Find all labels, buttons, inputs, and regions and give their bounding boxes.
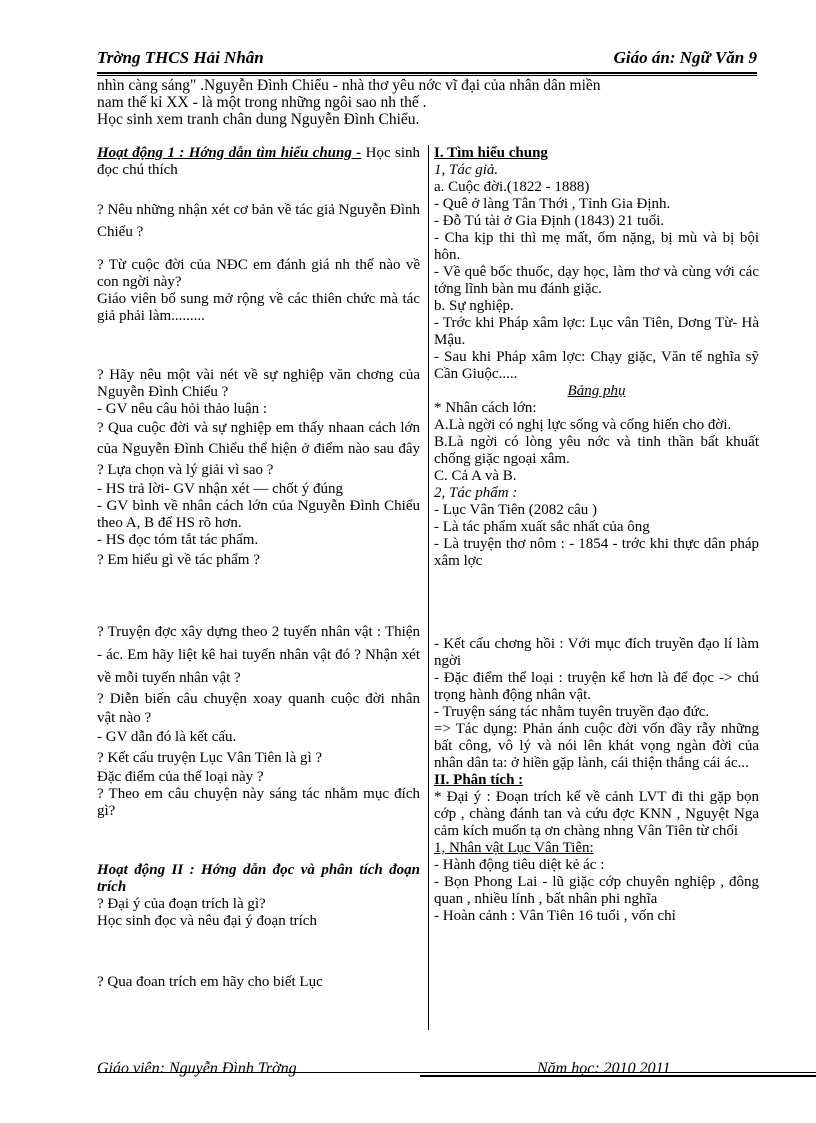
content-line: - Trớc khi Pháp xâm lợc: Lục vân Tiên, Dơng Từ- Hà Mậu. bbox=[434, 315, 759, 348]
question: ? Đại ý của đoạn trích là gì? bbox=[97, 896, 266, 912]
header-rule bbox=[97, 72, 757, 74]
content-line: A.Là ngời có nghị lực sống và cống hiến cho đời. bbox=[434, 417, 732, 433]
content-line: - Đặc điểm thể loại : truyện kể hơn là để đọc -> chú trọng hành động nhân vật. bbox=[434, 670, 759, 703]
content-line: C. Cả A và B. bbox=[434, 468, 517, 484]
subject-title: Giáo án: Ngữ Văn 9 bbox=[613, 48, 757, 67]
content-line: - Cha kịp thi thì mẹ mất, ốm nặng, bị mù và bị bội hôn. bbox=[434, 230, 759, 263]
intro-line: nam thế kỉ XX - là một trong những ngôi sao nh thế . bbox=[97, 94, 427, 111]
note: - HS đọc tóm tắt tác phẩm. bbox=[97, 532, 259, 548]
note: - GV nêu câu hỏi thảo luận : bbox=[97, 401, 268, 417]
content-line: - Về quê bốc thuốc, dạy học, làm thơ và cùng với các tớng lĩnh bàn mu đánh giặc. bbox=[434, 264, 759, 297]
content-line: - Là tác phẩm xuất sắc nhất của ông bbox=[434, 519, 650, 535]
question: ? Từ cuộc đời của NĐC em đánh giá nh thế nào về con ngời này? bbox=[97, 257, 420, 290]
question: ? Qua cuộc đời và sự nghiệp em thấy nhaan cách lớn của Nguyễn Đình Chiểu thể hiện ở điểm nào sau đây ? Lựa chọn và lý giải vì sao ? bbox=[97, 420, 420, 478]
note: - GV bình về nhân cách lớn của Nguyễn Đình Chiểu theo A, B để HS rõ hơn. bbox=[97, 498, 420, 531]
note: Học sinh đọc và nêu đại ý đoạn trích bbox=[97, 913, 317, 929]
intro-paragraph bbox=[97, 77, 757, 128]
content-line: - Là truyện thơ nôm : - 1854 - trớc khi thực dân pháp xâm lợc bbox=[434, 536, 759, 569]
intro-line: Học sinh xem tranh chân dung Nguyễn Đình Chiểu. bbox=[97, 111, 420, 128]
page-footer bbox=[97, 1060, 717, 1080]
question: ? Em hiểu gì về tác phẩm ? bbox=[97, 552, 260, 568]
page-header bbox=[97, 48, 757, 72]
content-line: - Hoàn cảnh : Vân Tiên 16 tuổi , vốn chỉ bbox=[434, 908, 676, 924]
content-line: - Truyện sáng tác nhằm tuyên truyền đạo đức. bbox=[434, 704, 710, 720]
header-rule-thin bbox=[97, 75, 757, 76]
question: ? Kết cấu truyện Lục Vân Tiên là gì ? bbox=[97, 750, 323, 766]
content-line: - Lục Vân Tiên (2082 câu ) bbox=[434, 502, 598, 518]
question: Đặc điểm của thể loại này ? bbox=[97, 769, 264, 785]
note: Giáo viên bổ sung mở rộng về các thiên chức mà tác giả phải làm......... bbox=[97, 291, 420, 324]
activity-1-heading: Hoạt động 1 : Hớng dẫn tìm hiểu chung - Học sinh đọc chú thích bbox=[97, 145, 420, 178]
teacher-name: Giáo viên: Nguyễn Đình Trờng bbox=[97, 1060, 297, 1077]
content-line: B.Là ngời có lòng yêu nớc và tinh thần bất khuất chống giặc ngoại xâm. bbox=[434, 434, 759, 467]
question: ? Theo em câu chuyện này sáng tác nhằm mục đích gì? bbox=[97, 786, 420, 819]
intro-line: nhìn càng sáng" .Nguyễn Đình Chiểu - nhà thơ yêu nớc vĩ đại của nhân dân miền bbox=[97, 77, 601, 94]
school-name: Trờng THCS Hải Nhân bbox=[97, 48, 264, 67]
content-line: - Quê ở làng Tân Thới , Tỉnh Gia Định. bbox=[434, 196, 671, 212]
note: - HS trả lời- GV nhận xét — chốt ý đúng bbox=[97, 481, 343, 497]
content-line: a. Cuộc đời.(1822 - 1888) bbox=[434, 179, 590, 195]
question: ? Qua đoan trích em hãy cho biết Lục bbox=[97, 974, 323, 990]
question: ? Truyện đợc xây dựng theo 2 tuyến nhân vật : Thiện - ác. Em hãy liệt kê hai tuyến nhân vật đó ? Nhận xét về mỗi tuyến nhân vật ? bbox=[97, 624, 420, 686]
footer-rule bbox=[97, 1072, 816, 1073]
question: ? Nêu những nhận xét cơ bản về tác giả Nguyễn Đình Chiểu ? bbox=[97, 202, 420, 240]
column-divider bbox=[428, 145, 429, 1030]
content-line: * Đại ý : Đoạn trích kể về cảnh LVT đi thi gặp bọn cớp , chàng đánh tan và cứu đợc KNN , Nguyệt Nga cảm kích muốn tạ ơn chàng nhng Vân Tiên từ chối bbox=[434, 789, 759, 839]
content-line: - Hành động tiêu diệt kẻ ác : bbox=[434, 857, 605, 873]
subsection-heading: 1, Tác giả. bbox=[434, 162, 499, 178]
content-column bbox=[434, 145, 759, 925]
board-label: Bảng phụ bbox=[567, 383, 626, 399]
subsection-heading: 1, Nhân vật Lục Vân Tiên: bbox=[434, 840, 594, 856]
content-line: - Bọn Phong Lai - lũ giặc cớp chuyên nghiệp , đông quan , nhiều lính , bất nhân phi nghĩa bbox=[434, 874, 759, 907]
activity-2-heading: Hoạt động II : Hớng dẫn đọc và phân tích đoạn trích bbox=[97, 862, 420, 895]
teacher-activity-column bbox=[97, 145, 420, 991]
content-line: * Nhân cách lớn: bbox=[434, 400, 537, 416]
subsection-heading: 2, Tác phẩm : bbox=[434, 485, 518, 501]
content-line: - Kết cấu chơng hồi : Với mục đích truyền đạo lí làm ngời bbox=[434, 636, 759, 669]
content-line: => Tác dụng: Phản ánh cuộc đời vốn đầy rẫy những bất công, vô lý và nói lên khát vọng ngàn đời của nhân dân ta: ở hiền gặp lành, cái thiện thắng cái ác... bbox=[434, 721, 759, 771]
question: ? Diễn biến câu chuyện xoay quanh cuộc đời nhân vật nào ? bbox=[97, 691, 420, 726]
question: ? Hãy nêu một vài nét về sự nghiệp văn chơng của Nguyễn Đình Chiểu ? bbox=[97, 367, 420, 400]
content-line: - Đỗ Tú tài ở Gia Định (1843) 21 tuổi. bbox=[434, 213, 665, 229]
footer-rule-thick bbox=[420, 1075, 816, 1077]
note: - GV dẫn đó là kết cấu. bbox=[97, 729, 237, 745]
school-year: Năm học: 2010 2011 bbox=[537, 1060, 671, 1077]
section-heading: I. Tìm hiểu chung bbox=[434, 145, 548, 161]
section-heading: II. Phân tích : bbox=[434, 772, 524, 788]
content-line: - Sau khi Pháp xâm lợc: Chạy giặc, Văn tế nghĩa sỹ Cần Giuộc..... bbox=[434, 349, 759, 382]
content-line: b. Sự nghiệp. bbox=[434, 298, 514, 314]
